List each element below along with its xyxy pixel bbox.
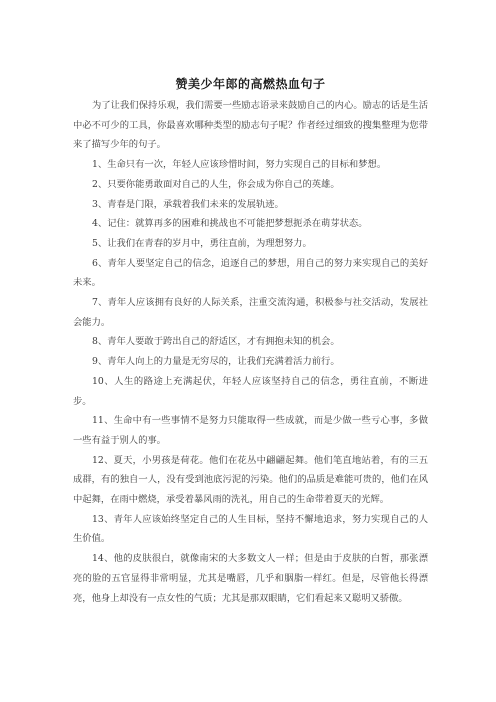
list-item: 6、青年人要坚定自己的信念，追逐自己的梦想，用自己的努力来实现自己的美好未来。 bbox=[73, 257, 428, 289]
list-item: 7、青年人应该拥有良好的人际关系，注重交流沟通，积极参与社交活动，发展社会能力。 bbox=[73, 297, 428, 328]
list-item: 3、青春是门限，承载着我们未来的发展轨迹。 bbox=[92, 198, 284, 210]
list-item: 8、青年人要敢于跨出自己的舒适区，才有拥抱未知的机会。 bbox=[92, 336, 340, 348]
document-body bbox=[73, 96, 428, 608]
list-item: 11、生命中有一些事情不是努力只能取得一些成就，而是少做一些亏心事，多做一些有益于别人的事。 bbox=[73, 415, 428, 446]
document-title: 赞美少年郎的高燃热血句子 bbox=[175, 77, 326, 91]
list-item: 14、他的皮肤很白，就像南宋的大多数文人一样；但是由于皮肤的白皙，那张漂亮的脸的五官显得非常明显，尤其是嘴唇，几乎和胭脂一样红。但是，尽管他长得漂亮，他身上却没有一点女性的气质；尤其是那双眼睛，它们看起来又聪明又骄傲。 bbox=[73, 553, 428, 604]
list-item: 9、青年人向上的力量是无穷尽的，让我们充满着活力前行。 bbox=[92, 356, 340, 368]
list-item: 5、让我们在青春的岁月中，勇往直前，为理想努力。 bbox=[92, 237, 312, 249]
list-item: 2、只要你能勇敢面对自己的人生，你会成为你自己的英雄。 bbox=[92, 178, 340, 190]
list-item: 12、夏天，小男孩是荷花。他们在花丛中翩翩起舞。他们笔直地站着，有的三五成群，有的独自一人，没有受到池底污泥的污染。他们的品质是难能可贵的，他们在风中起舞，在雨中燃烧，承受着暴风雨的洗礼，用自己的生命带着夏天的光辉。 bbox=[73, 454, 428, 506]
list-item: 1、生命只有一次，年轻人应该珍惜时间，努力实现自己的目标和梦想。 bbox=[92, 159, 387, 171]
list-item: 13、青年人应该始终坚定自己的人生目标，坚持不懈地追求，努力实现自己的人生价值。 bbox=[73, 513, 428, 545]
list-item: 10、人生的路途上充满起伏，年轻人应该坚持自己的信念，勇往直前，不断进步。 bbox=[73, 375, 428, 407]
intro-paragraph: 为了让我们保持乐观，我们需要一些励志语录来鼓励自己的内心。励志的话是生活中必不可少的工具，你最喜欢哪种类型的励志句子呢？作者经过细致的搜集整理为您带来了描写少年的句子。 bbox=[73, 100, 428, 151]
list-item: 4、记住：就算再多的困难和挑战也不可能把梦想扼杀在萌芽状态。 bbox=[92, 218, 368, 230]
